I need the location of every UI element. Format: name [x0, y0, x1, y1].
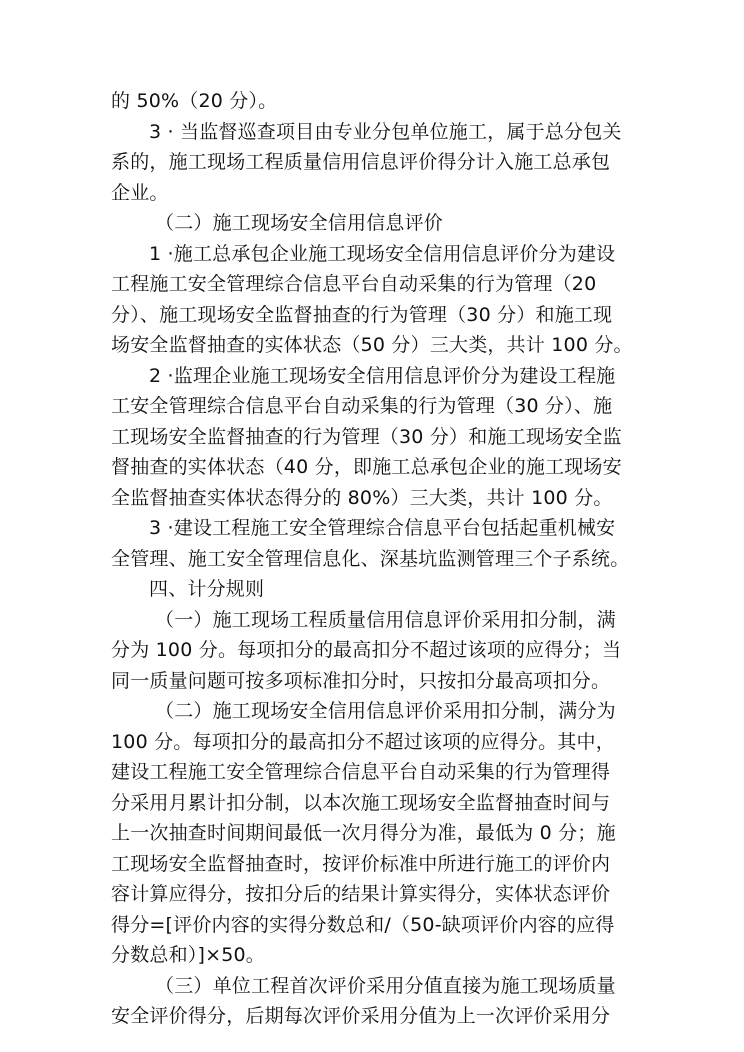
- text-line: 工程施工安全管理综合信息平台自动采集的行为管理（20: [111, 273, 597, 295]
- text-line: 工现场安全监督抽查的行为管理（30 分）和施工现场安全监: [111, 425, 622, 448]
- text-line: 安全评价得分，后期每次评价采用分值为上一次评价采用分: [111, 1005, 611, 1027]
- text-line: 全管理、施工安全管理信息化、深基坑监测管理三个子系统。: [111, 547, 630, 570]
- text-line: 系的，施工现场工程质量信用信息评价得分计入施工总承包: [111, 151, 611, 173]
- text-line: 分为 100 分。每项扣分的最高扣分不超过该项的应得分；当: [111, 639, 622, 661]
- text-line: 督抽查的实体状态（40 分，即施工总承包企业的施工现场安: [111, 456, 622, 478]
- text-line: 工现场安全监督抽查时，按评价标准中所进行施工的评价内: [111, 852, 611, 875]
- text-line: 分采用月累计扣分制，以本次施工现场安全监督抽查时间与: [111, 791, 611, 814]
- text-line: 分数总和）]×50。: [111, 944, 266, 966]
- text-line: 上一次抽查时间期间最低一次月得分为准，最低为 0 分；施: [111, 822, 616, 844]
- text-line: 容计算应得分，按扣分后的结果计算实得分，实体状态评价: [111, 883, 611, 905]
- text-line: 得分=[评价内容的实得分数总和/（50-缺项评价内容的应得: [111, 913, 615, 936]
- text-line: 全监督抽查实体状态得分的 80%）三大类，共计 100 分。: [111, 486, 613, 509]
- section-heading: （二）施工现场安全信用信息评价: [155, 212, 444, 234]
- paragraph-line: （二）施工现场安全信用信息评价采用扣分制，满分为: [155, 700, 616, 722]
- text-line: 建设工程施工安全管理综合信息平台自动采集的行为管理得: [111, 761, 611, 783]
- paragraph-line: 1 ·施工总承包企业施工现场安全信用信息评价分为建设: [149, 242, 616, 265]
- section-heading: 四、计分规则: [149, 578, 265, 600]
- text-line: 场安全监督抽查的实体状态（50 分）三大类，共计 100 分。: [111, 334, 633, 356]
- text-line: 工安全管理综合信息平台自动采集的行为管理（30 分）、施: [111, 395, 613, 417]
- text-line: 分）、施工现场安全监督抽查的行为管理（30 分）和施工现: [111, 303, 613, 326]
- text-line: 100 分。每项扣分的最高扣分不超过该项的应得分。其中，: [111, 730, 615, 753]
- paragraph-line: （一）施工现场工程质量信用信息评价采用扣分制，满: [155, 608, 616, 631]
- paragraph-line: 2 ·监理企业施工现场安全信用信息评价分为建设工程施: [149, 364, 616, 387]
- text-line: 同一质量问题可按多项标准扣分时，只按扣分最高项扣分。: [111, 669, 611, 692]
- text-line: 的 50%（20 分）。: [111, 90, 278, 112]
- document-body: [111, 86, 633, 1032]
- paragraph-line: 3 ·建设工程施工安全管理综合信息平台包括起重机械安: [149, 517, 616, 539]
- paragraph-line: 3 · 当监督巡查项目由专业分包单位施工，属于总分包关: [149, 120, 622, 143]
- text-line: 企业。: [111, 181, 169, 204]
- paragraph-line: （三）单位工程首次评价采用分值直接为施工现场质量: [155, 974, 616, 997]
